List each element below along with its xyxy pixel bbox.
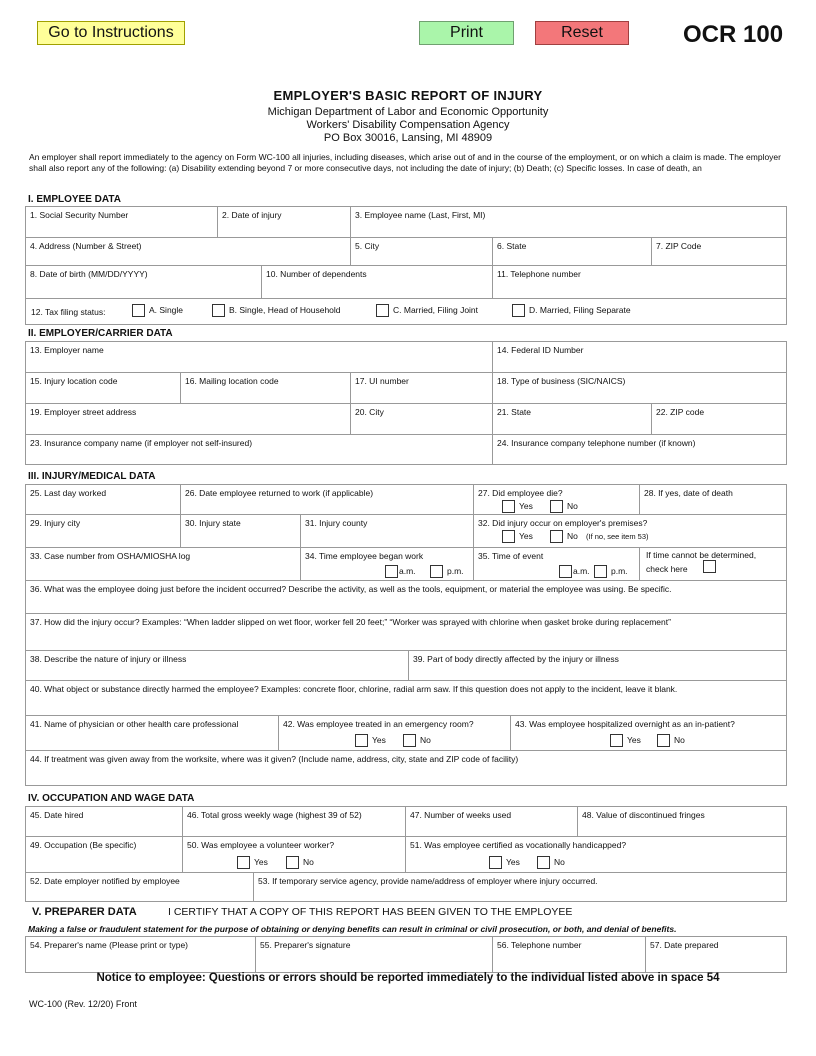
tax-head-household-label: B. Single, Head of Household — [229, 305, 341, 315]
field-injury-state[interactable]: 30. Injury state — [181, 515, 301, 548]
began-am-option — [385, 565, 416, 578]
began-am-label: a.m. — [399, 566, 416, 576]
print-button[interactable]: Print — [419, 21, 514, 45]
began-pm-checkbox[interactable] — [430, 565, 443, 578]
volunteer-no-option — [286, 856, 314, 869]
field-address[interactable]: 4. Address (Number & Street) — [26, 238, 351, 266]
volunteer-yes-checkbox[interactable] — [237, 856, 250, 869]
field-object-substance[interactable]: 40. What object or substance directly harmed the employee? Examples: concrete floor, chlorine, radial arm saw. If this question does not apply to the incident, leave it blank. — [26, 681, 787, 716]
section-injury-medical-data: III. INJURY/MEDICAL DATA — [28, 471, 156, 482]
volunteer-no-label: No — [303, 857, 314, 867]
field-ssn[interactable]: 1. Social Security Number — [26, 207, 218, 238]
field-physician-name[interactable]: 41. Name of physician or other health care professional — [26, 716, 279, 751]
field-date-notified[interactable]: 52. Date employer notified by employee — [26, 873, 254, 902]
event-pm-label: p.m. — [611, 566, 628, 576]
field-employer-zip[interactable]: 22. ZIP code — [652, 404, 787, 435]
field-last-day-worked[interactable]: 25. Last day worked — [26, 485, 181, 515]
premises-yes-option — [502, 530, 533, 543]
field-did-employee-die: 27. Did employee die? — [474, 485, 640, 515]
tax-option-head-household — [212, 304, 341, 317]
field-date-of-death[interactable]: 28. If yes, date of death — [640, 485, 787, 515]
field-type-of-business[interactable]: 18. Type of business (SIC/NAICS) — [493, 373, 787, 404]
er-no-label: No — [420, 735, 431, 745]
field-employer-name[interactable]: 13. Employer name — [26, 342, 493, 373]
time-undetermined-checkbox[interactable] — [703, 560, 716, 573]
field-time-began-work: 34. Time employee began work — [301, 548, 474, 581]
died-no-option — [550, 500, 578, 513]
time-undetermined-option — [703, 560, 720, 573]
handicapped-yes-checkbox[interactable] — [489, 856, 502, 869]
tax-married-separate-label: D. Married, Filing Separate — [529, 305, 631, 315]
field-occupation[interactable]: 49. Occupation (Be specific) — [26, 837, 183, 873]
event-am-option — [559, 565, 590, 578]
began-pm-option — [430, 565, 464, 578]
er-yes-option — [355, 734, 386, 747]
died-yes-option — [502, 500, 533, 513]
field-federal-id[interactable]: 14. Federal ID Number — [493, 342, 787, 373]
go-to-instructions-button[interactable]: Go to Instructions — [37, 21, 185, 45]
handicapped-no-option — [537, 856, 565, 869]
section-employee-data: I. EMPLOYEE DATA — [28, 194, 121, 205]
field-body-part[interactable]: 39. Part of body directly affected by the injury or illness — [409, 651, 787, 681]
event-pm-option — [594, 565, 628, 578]
hosp-no-option — [657, 734, 685, 747]
occupation-data-box — [25, 806, 787, 902]
section-employer-carrier-data: II. EMPLOYER/CARRIER DATA — [28, 328, 173, 339]
tax-filing-label: 12. Tax filing status: — [31, 307, 106, 317]
volunteer-yes-option — [237, 856, 268, 869]
certify-statement: I CERTIFY THAT A COPY OF THIS REPORT HAS BEEN GIVEN TO THE EMPLOYEE — [168, 906, 573, 918]
field-mailing-location-code[interactable]: 16. Mailing location code — [181, 373, 351, 404]
field-activity-before-incident[interactable]: 36. What was the employee doing just before the incident occurred? Describe the activity, as well as the tools, equipment, or material the employee was using. Be specific. — [26, 581, 787, 614]
hosp-yes-option — [610, 734, 641, 747]
field-date-of-birth[interactable]: 8. Date of birth (MM/DD/YYYY) — [26, 266, 262, 299]
form-revision: WC-100 (Rev. 12/20) Front — [29, 999, 137, 1009]
event-am-checkbox[interactable] — [559, 565, 572, 578]
died-yes-label: Yes — [519, 501, 533, 511]
premises-note: (If no, see item 53) — [586, 532, 649, 541]
event-pm-checkbox[interactable] — [594, 565, 607, 578]
premises-yes-label: Yes — [519, 531, 533, 541]
field-employer-city[interactable]: 20. City — [351, 404, 493, 435]
field-insurance-telephone[interactable]: 24. Insurance company telephone number (if known) — [493, 435, 787, 465]
field-city[interactable]: 5. City — [351, 238, 493, 266]
field-state[interactable]: 6. State — [493, 238, 652, 266]
field-injury-city[interactable]: 29. Injury city — [26, 515, 181, 548]
volunteer-yes-label: Yes — [254, 857, 268, 867]
field-date-hired[interactable]: 45. Date hired — [26, 807, 183, 837]
field-nature-of-injury[interactable]: 38. Describe the nature of injury or illness — [26, 651, 409, 681]
er-no-checkbox[interactable] — [403, 734, 416, 747]
employee-notice: Notice to employee: Questions or errors should be reported immediately to the individual listed above in space 54 — [96, 972, 720, 984]
er-yes-checkbox[interactable] — [355, 734, 368, 747]
er-no-option — [403, 734, 431, 747]
died-no-checkbox[interactable] — [550, 500, 563, 513]
premises-no-option — [550, 530, 578, 543]
field-preparer-signature[interactable]: 55. Preparer's signature — [256, 937, 493, 973]
section-preparer-data: V. PREPARER DATA — [32, 906, 137, 918]
tax-head-household-checkbox[interactable] — [212, 304, 225, 317]
handicapped-yes-label: Yes — [506, 857, 520, 867]
section-occupation-wage: IV. OCCUPATION AND WAGE DATA — [28, 793, 195, 804]
field-employee-name[interactable]: 3. Employee name (Last, First, MI) — [351, 207, 787, 238]
tax-single-label: A. Single — [149, 305, 184, 315]
field-date-prepared[interactable]: 57. Date prepared — [646, 937, 787, 973]
form-code: OCR 100 — [683, 21, 784, 48]
field-discontinued-fringes[interactable]: 48. Value of discontinued fringes — [578, 807, 787, 837]
field-how-injury-occurred[interactable]: 37. How did the injury occur? Examples: “When ladder slipped on wet floor, worker fell 20 feet;” “Worker was sprayed with chlorine when gasket broke during replacement” — [26, 614, 787, 651]
field-employer-street[interactable]: 19. Employer street address — [26, 404, 351, 435]
tax-option-married-joint — [376, 304, 478, 317]
died-yes-checkbox[interactable] — [502, 500, 515, 513]
field-time-of-event: 35. Time of event — [474, 548, 640, 581]
field-dependents[interactable]: 10. Number of dependents — [262, 266, 493, 299]
field-vocationally-handicapped: 51. Was employee certified as vocationally handicapped? — [406, 837, 787, 873]
premises-yes-checkbox[interactable] — [502, 530, 515, 543]
preparer-data-box — [25, 936, 787, 973]
employer-data-box — [25, 341, 787, 465]
tax-married-separate-checkbox[interactable] — [512, 304, 525, 317]
field-insurance-company[interactable]: 23. Insurance company name (if employer not self-insured) — [26, 435, 493, 465]
field-injury-county[interactable]: 31. Injury county — [301, 515, 474, 548]
field-preparer-telephone[interactable]: 56. Telephone number — [493, 937, 646, 973]
page-title: EMPLOYER'S BASIC REPORT OF INJURY — [273, 88, 543, 103]
field-date-returned[interactable]: 26. Date employee returned to work (if applicable) — [181, 485, 474, 515]
began-pm-label: p.m. — [447, 566, 464, 576]
field-temp-agency[interactable]: 53. If temporary service agency, provide name/address of employer where injury occurred. — [254, 873, 787, 902]
premises-no-label: No — [567, 531, 578, 541]
field-telephone[interactable]: 11. Telephone number — [493, 266, 787, 299]
field-hospitalized: 43. Was employee hospitalized overnight as an in-patient? — [511, 716, 787, 751]
field-zip[interactable]: 7. ZIP Code — [652, 238, 787, 266]
handicapped-no-checkbox[interactable] — [537, 856, 550, 869]
hosp-yes-checkbox[interactable] — [610, 734, 623, 747]
time-undetermined-note: If time cannot be determined, — [646, 550, 757, 560]
agency-address: PO Box 30016, Lansing, MI 48909 — [323, 132, 493, 144]
field-ui-number[interactable]: 17. UI number — [351, 373, 493, 404]
field-emergency-room: 42. Was employee treated in an emergency room? — [279, 716, 511, 751]
hosp-no-label: No — [674, 735, 685, 745]
volunteer-no-checkbox[interactable] — [286, 856, 299, 869]
fraud-warning: Making a false or fraudulent statement for the purpose of obtaining or denying benefits can result in criminal or civil prosecution, or both, and denial of benefits. — [28, 924, 677, 934]
field-injury-location-code[interactable]: 15. Injury location code — [26, 373, 181, 404]
premises-no-checkbox[interactable] — [550, 530, 563, 543]
tax-option-single — [132, 304, 183, 317]
field-weekly-wage[interactable]: 46. Total gross weekly wage (highest 39 of 52) — [183, 807, 406, 837]
field-treatment-location[interactable]: 44. If treatment was given away from the worksite, where was it given? (Include name, address, city, state and ZIP code of facility) — [26, 751, 787, 786]
tax-option-married-separate — [512, 304, 631, 317]
intro-text: An employer shall report immediately to the agency on Form WC-100 all injuries, including diseases, which arise out of and in the course of the employment, or on which a claim is made. The employer shall also report any of the following: (a) Disability extending beyond 7 or more consecutive days, not including the date of injury; (b) Death; (c) Specific losses. In case of death, an — [29, 152, 781, 173]
event-am-label: a.m. — [573, 566, 590, 576]
er-yes-label: Yes — [372, 735, 386, 745]
time-undetermined-check-label: check here — [646, 564, 688, 574]
hosp-yes-label: Yes — [627, 735, 641, 745]
tax-married-joint-checkbox[interactable] — [376, 304, 389, 317]
field-volunteer: 50. Was employee a volunteer worker? — [183, 837, 406, 873]
field-case-number[interactable]: 33. Case number from OSHA/MIOSHA log — [26, 548, 301, 581]
began-am-checkbox[interactable] — [385, 565, 398, 578]
field-weeks-used[interactable]: 47. Number of weeks used — [406, 807, 578, 837]
field-employer-state[interactable]: 21. State — [493, 404, 652, 435]
reset-button[interactable]: Reset — [535, 21, 629, 45]
field-employer-premises: 32. Did injury occur on employer's premises? — [474, 515, 787, 548]
field-preparer-name[interactable]: 54. Preparer's name (Please print or type) — [26, 937, 256, 973]
handicapped-no-label: No — [554, 857, 565, 867]
tax-single-checkbox[interactable] — [132, 304, 145, 317]
field-date-of-injury[interactable]: 2. Date of injury — [218, 207, 351, 238]
handicapped-yes-option — [489, 856, 520, 869]
hosp-no-checkbox[interactable] — [657, 734, 670, 747]
tax-married-joint-label: C. Married, Filing Joint — [393, 305, 479, 315]
died-no-label: No — [567, 501, 578, 511]
agency-line-1: Michigan Department of Labor and Economic Opportunity — [267, 106, 549, 118]
agency-line-2: Workers' Disability Compensation Agency — [306, 119, 510, 131]
